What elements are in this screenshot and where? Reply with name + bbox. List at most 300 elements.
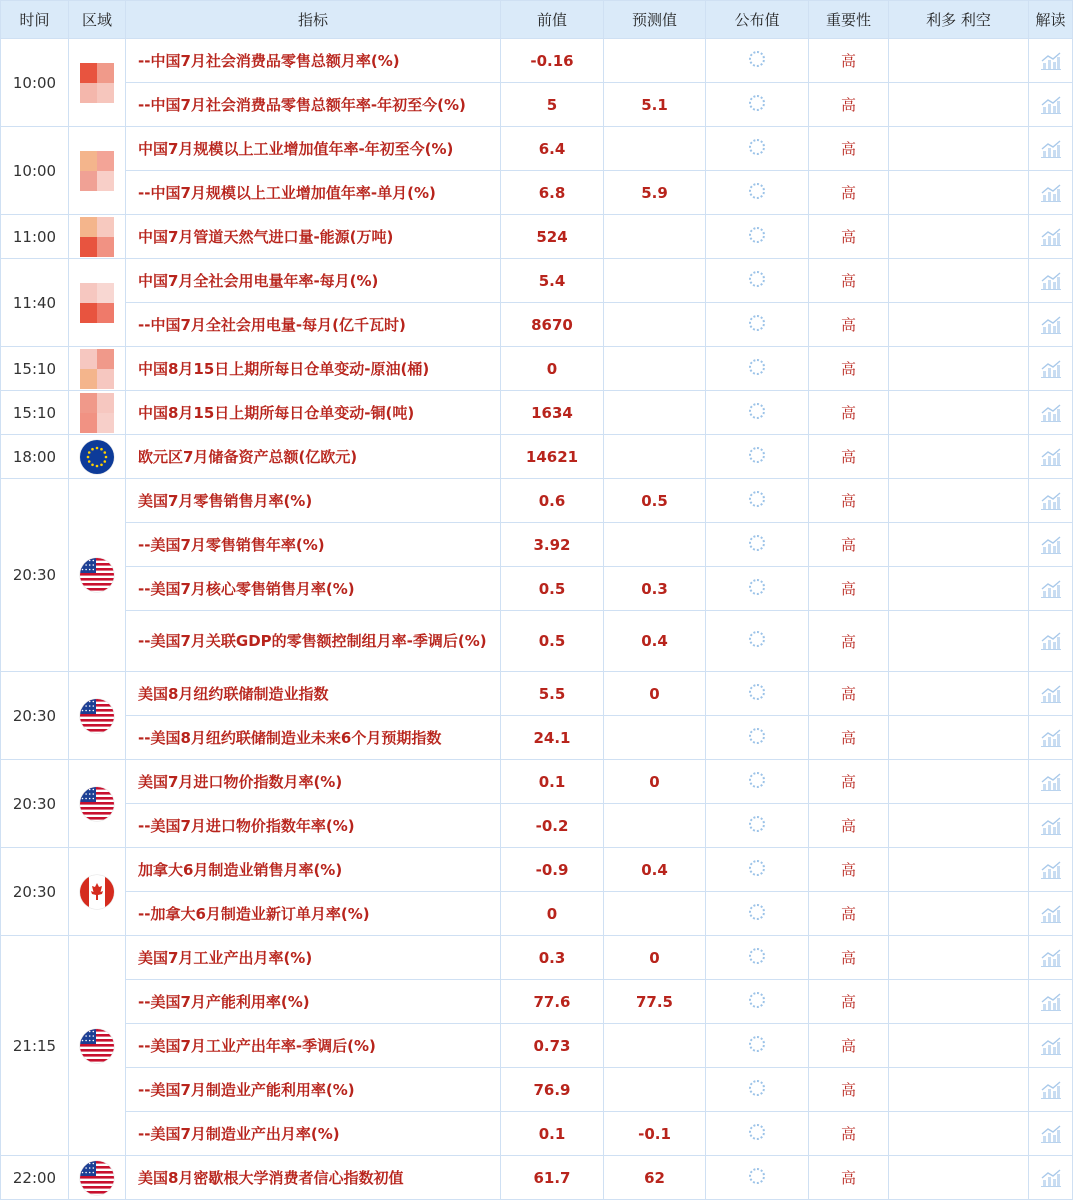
indicator-name[interactable]: --中国7月社会消费品零售总额月率(%) [126,39,501,83]
interpret-chart-icon[interactable] [1040,772,1062,792]
header-time: 时间 [1,1,69,39]
bullbear-cell [889,1068,1029,1112]
event-time: 20:30 [1,848,69,936]
table-row [1,83,1073,127]
table-row [1,716,1073,760]
actual-value-pending [706,936,809,980]
forecast-value [604,804,706,848]
indicator-name[interactable]: --中国7月规模以上工业增加值年率-单月(%) [126,171,501,215]
interpret-chart-icon[interactable] [1040,631,1062,651]
bullbear-cell [889,479,1029,523]
table-row [1,672,1073,716]
importance-level: 高 [809,303,889,347]
indicator-name[interactable]: --美国7月工业产出年率-季调后(%) [126,1024,501,1068]
indicator-name[interactable]: --中国7月全社会用电量-每月(亿千瓦时) [126,303,501,347]
forecast-value: 0 [604,672,706,716]
actual-value-pending [706,804,809,848]
actual-value-pending [706,347,809,391]
loading-spinner-icon [749,227,765,243]
forecast-value [604,391,706,435]
importance-level: 高 [809,1156,889,1200]
bullbear-cell [889,611,1029,672]
loading-spinner-icon [749,1036,765,1052]
importance-level: 高 [809,760,889,804]
actual-value-pending [706,848,809,892]
loading-spinner-icon [749,139,765,155]
previous-value: 1634 [501,391,604,435]
importance-level: 高 [809,347,889,391]
loading-spinner-icon [749,403,765,419]
forecast-value: 0.3 [604,567,706,611]
interpret-chart-icon[interactable] [1040,728,1062,748]
interpret-cell[interactable] [1029,848,1073,892]
indicator-name[interactable]: --美国7月关联GDP的零售额控制组月率-季调后(%) [126,611,501,672]
indicator-name[interactable]: --中国7月社会消费品零售总额年率-年初至今(%) [126,83,501,127]
indicator-name[interactable]: 中国7月规模以上工业增加值年率-年初至今(%) [126,127,501,171]
importance-level: 高 [809,848,889,892]
table-row [1,892,1073,936]
loading-spinner-icon [749,816,765,832]
previous-value: 0 [501,347,604,391]
forecast-value: 5.1 [604,83,706,127]
interpret-cell[interactable] [1029,347,1073,391]
bullbear-cell [889,523,1029,567]
event-time: 20:30 [1,760,69,848]
bullbear-cell [889,567,1029,611]
loading-spinner-icon [749,183,765,199]
us-flag-icon [80,558,114,592]
table-row [1,1156,1073,1200]
table-row [1,567,1073,611]
actual-value-pending [706,171,809,215]
bullbear-cell [889,716,1029,760]
forecast-value [604,259,706,303]
importance-level: 高 [809,672,889,716]
interpret-chart-icon[interactable] [1040,579,1062,599]
bullbear-cell [889,303,1029,347]
forecast-value [604,303,706,347]
event-time: 11:00 [1,215,69,259]
table-row [1,303,1073,347]
indicator-name[interactable]: --加拿大6月制造业新订单月率(%) [126,892,501,936]
table-row [1,848,1073,892]
loading-spinner-icon [749,271,765,287]
table-row [1,936,1073,980]
us-flag-icon [80,1161,114,1195]
indicator-name[interactable]: 加拿大6月制造业销售月率(%) [126,848,501,892]
previous-value: 5.5 [501,672,604,716]
importance-level: 高 [809,936,889,980]
forecast-value [604,716,706,760]
importance-level: 高 [809,804,889,848]
mosaic-red-icon [80,283,114,323]
forecast-value: 0.5 [604,479,706,523]
us-flag-icon [80,1029,114,1063]
region-flag [69,347,126,391]
forecast-value: 0.4 [604,848,706,892]
table-row [1,39,1073,83]
actual-value-pending [706,892,809,936]
interpret-chart-icon[interactable] [1040,51,1062,71]
loading-spinner-icon [749,1080,765,1096]
forecast-value: -0.1 [604,1112,706,1156]
previous-value: 61.7 [501,1156,604,1200]
interpret-chart-icon[interactable] [1040,359,1062,379]
previous-value: 0.5 [501,567,604,611]
loading-spinner-icon [749,1168,765,1184]
region-flag [69,1156,126,1200]
indicator-name[interactable]: 美国8月纽约联储制造业指数 [126,672,501,716]
loading-spinner-icon [749,491,765,507]
indicator-name[interactable]: 中国7月全社会用电量年率-每月(%) [126,259,501,303]
interpret-chart-icon[interactable] [1040,315,1062,335]
importance-level: 高 [809,127,889,171]
table-row [1,347,1073,391]
previous-value: 0 [501,892,604,936]
bullbear-cell [889,804,1029,848]
forecast-value [604,39,706,83]
bullbear-cell [889,171,1029,215]
indicator-name[interactable]: 中国8月15日上期所每日仓单变动-原油(桶) [126,347,501,391]
interpret-chart-icon[interactable] [1040,95,1062,115]
bullbear-cell [889,1156,1029,1200]
interpret-cell[interactable] [1029,39,1073,83]
interpret-cell[interactable] [1029,1156,1073,1200]
table-row [1,127,1073,171]
region-flag [69,936,126,1156]
importance-level: 高 [809,1112,889,1156]
table-row [1,523,1073,567]
header-indicator: 指标 [126,1,501,39]
bullbear-cell [889,848,1029,892]
importance-level: 高 [809,83,889,127]
forecast-value [604,892,706,936]
interpret-chart-icon[interactable] [1040,139,1062,159]
indicator-name[interactable]: 美国8月密歇根大学消费者信心指数初值 [126,1156,501,1200]
loading-spinner-icon [749,315,765,331]
interpret-cell[interactable] [1029,391,1073,435]
us-flag-icon [80,699,114,733]
region-flag [69,760,126,848]
header-actual: 公布值 [706,1,809,39]
interpret-cell[interactable] [1029,672,1073,716]
importance-level: 高 [809,435,889,479]
event-time: 18:00 [1,435,69,479]
table-row [1,980,1073,1024]
interpret-chart-icon[interactable] [1040,816,1062,836]
bullbear-cell [889,672,1029,716]
table-row [1,215,1073,259]
actual-value-pending [706,1068,809,1112]
importance-level: 高 [809,259,889,303]
loading-spinner-icon [749,535,765,551]
interpret-chart-icon[interactable] [1040,1036,1062,1056]
interpret-cell[interactable] [1029,760,1073,804]
forecast-value: 5.9 [604,171,706,215]
bullbear-cell [889,259,1029,303]
importance-level: 高 [809,980,889,1024]
bullbear-cell [889,215,1029,259]
previous-value: 77.6 [501,980,604,1024]
forecast-value [604,435,706,479]
mosaic-red-icon [80,151,114,191]
importance-level: 高 [809,479,889,523]
table-row [1,611,1073,672]
bullbear-cell [889,892,1029,936]
table-row [1,479,1073,523]
previous-value: 5.4 [501,259,604,303]
actual-value-pending [706,760,809,804]
interpret-cell[interactable] [1029,804,1073,848]
interpret-cell[interactable] [1029,523,1073,567]
loading-spinner-icon [749,95,765,111]
indicator-name[interactable]: --美国8月纽约联储制造业未来6个月预期指数 [126,716,501,760]
forecast-value [604,215,706,259]
forecast-value: 77.5 [604,980,706,1024]
interpret-cell[interactable] [1029,127,1073,171]
loading-spinner-icon [749,359,765,375]
importance-level: 高 [809,611,889,672]
event-time: 20:30 [1,479,69,672]
region-flag [69,672,126,760]
interpret-chart-icon[interactable] [1040,403,1062,423]
interpret-cell[interactable] [1029,936,1073,980]
table-header-row [1,1,1073,39]
event-time: 10:00 [1,127,69,215]
previous-value: 0.5 [501,611,604,672]
loading-spinner-icon [749,51,765,67]
previous-value: 0.1 [501,1112,604,1156]
interpret-chart-icon[interactable] [1040,183,1062,203]
importance-level: 高 [809,39,889,83]
event-time: 20:30 [1,672,69,760]
interpret-chart-icon[interactable] [1040,948,1062,968]
forecast-value [604,1068,706,1112]
forecast-value: 0 [604,760,706,804]
region-flag [69,39,126,127]
eu-flag-icon [80,440,114,474]
interpret-chart-icon[interactable] [1040,447,1062,467]
previous-value: -0.2 [501,804,604,848]
table-row [1,1068,1073,1112]
importance-level: 高 [809,523,889,567]
region-flag [69,479,126,672]
interpret-cell[interactable] [1029,611,1073,672]
interpret-cell[interactable] [1029,83,1073,127]
indicator-name[interactable]: --美国7月产能利用率(%) [126,980,501,1024]
table-row [1,1112,1073,1156]
event-time: 15:10 [1,347,69,391]
interpret-cell[interactable] [1029,567,1073,611]
interpret-cell[interactable] [1029,171,1073,215]
indicator-name[interactable]: 美国7月工业产出月率(%) [126,936,501,980]
previous-value: 8670 [501,303,604,347]
mosaic-red-icon [80,217,114,257]
loading-spinner-icon [749,992,765,1008]
bullbear-cell [889,1024,1029,1068]
us-flag-icon [80,787,114,821]
indicator-name[interactable]: --美国7月进口物价指数年率(%) [126,804,501,848]
interpret-chart-icon[interactable] [1040,1080,1062,1100]
actual-value-pending [706,435,809,479]
event-time: 22:00 [1,1156,69,1200]
interpret-cell[interactable] [1029,980,1073,1024]
region-flag [69,391,126,435]
actual-value-pending [706,523,809,567]
previous-value: 3.92 [501,523,604,567]
bullbear-cell [889,127,1029,171]
indicator-name[interactable]: --美国7月制造业产出月率(%) [126,1112,501,1156]
actual-value-pending [706,215,809,259]
header-forecast: 预测值 [604,1,706,39]
bullbear-cell [889,980,1029,1024]
previous-value: 24.1 [501,716,604,760]
actual-value-pending [706,672,809,716]
interpret-cell[interactable] [1029,259,1073,303]
bullbear-cell [889,347,1029,391]
actual-value-pending [706,1024,809,1068]
header-previous: 前值 [501,1,604,39]
loading-spinner-icon [749,447,765,463]
interpret-chart-icon[interactable] [1040,992,1062,1012]
indicator-name[interactable]: 美国7月进口物价指数月率(%) [126,760,501,804]
table-row [1,259,1073,303]
region-flag [69,127,126,215]
mosaic-red-icon [80,349,114,389]
loading-spinner-icon [749,1124,765,1140]
bullbear-cell [889,760,1029,804]
interpret-chart-icon[interactable] [1040,227,1062,247]
interpret-chart-icon[interactable] [1040,860,1062,880]
forecast-value [604,1024,706,1068]
previous-value: 6.8 [501,171,604,215]
forecast-value: 0.4 [604,611,706,672]
interpret-cell[interactable] [1029,479,1073,523]
importance-level: 高 [809,391,889,435]
loading-spinner-icon [749,948,765,964]
importance-level: 高 [809,215,889,259]
interpret-cell[interactable] [1029,892,1073,936]
interpret-chart-icon[interactable] [1040,535,1062,555]
previous-value: 0.73 [501,1024,604,1068]
actual-value-pending [706,1156,809,1200]
event-time: 15:10 [1,391,69,435]
header-importance: 重要性 [809,1,889,39]
previous-value: 6.4 [501,127,604,171]
table-row [1,760,1073,804]
bullbear-cell [889,1112,1029,1156]
indicator-name[interactable]: --美国7月制造业产能利用率(%) [126,1068,501,1112]
previous-value: -0.16 [501,39,604,83]
actual-value-pending [706,259,809,303]
previous-value: 0.6 [501,479,604,523]
actual-value-pending [706,127,809,171]
indicator-name[interactable]: 中国8月15日上期所每日仓单变动-铜(吨) [126,391,501,435]
actual-value-pending [706,980,809,1024]
previous-value: -0.9 [501,848,604,892]
previous-value: 524 [501,215,604,259]
importance-level: 高 [809,567,889,611]
header-region: 区域 [69,1,126,39]
interpret-chart-icon[interactable] [1040,1124,1062,1144]
previous-value: 5 [501,83,604,127]
indicator-name[interactable]: 美国7月零售销售月率(%) [126,479,501,523]
indicator-name[interactable]: 中国7月管道天然气进口量-能源(万吨) [126,215,501,259]
previous-value: 0.3 [501,936,604,980]
actual-value-pending [706,1112,809,1156]
previous-value: 14621 [501,435,604,479]
indicator-name[interactable]: --美国7月零售销售年率(%) [126,523,501,567]
region-flag [69,259,126,347]
previous-value: 0.1 [501,760,604,804]
header-bullbear: 利多 利空 [889,1,1029,39]
mosaic-red-icon [80,63,114,103]
actual-value-pending [706,567,809,611]
table-row [1,804,1073,848]
table-row [1,391,1073,435]
mosaic-red-icon [80,393,114,433]
interpret-cell[interactable] [1029,1024,1073,1068]
loading-spinner-icon [749,579,765,595]
forecast-value: 62 [604,1156,706,1200]
region-flag [69,848,126,936]
loading-spinner-icon [749,860,765,876]
interpret-chart-icon[interactable] [1040,684,1062,704]
table-row [1,435,1073,479]
indicator-name[interactable]: 欧元区7月储备资产总额(亿欧元) [126,435,501,479]
actual-value-pending [706,303,809,347]
forecast-value: 0 [604,936,706,980]
loading-spinner-icon [749,631,765,647]
interpret-cell[interactable] [1029,716,1073,760]
bullbear-cell [889,435,1029,479]
actual-value-pending [706,39,809,83]
loading-spinner-icon [749,728,765,744]
actual-value-pending [706,716,809,760]
indicator-name[interactable]: --美国7月核心零售销售月率(%) [126,567,501,611]
interpret-chart-icon[interactable] [1040,904,1062,924]
bullbear-cell [889,391,1029,435]
bullbear-cell [889,83,1029,127]
importance-level: 高 [809,1024,889,1068]
bullbear-cell [889,936,1029,980]
forecast-value [604,127,706,171]
header-interpret: 解读 [1029,1,1073,39]
table-body [1,39,1073,1200]
interpret-chart-icon[interactable] [1040,271,1062,291]
importance-level: 高 [809,171,889,215]
actual-value-pending [706,611,809,672]
importance-level: 高 [809,1068,889,1112]
event-time: 21:15 [1,936,69,1156]
event-time: 11:40 [1,259,69,347]
interpret-cell[interactable] [1029,215,1073,259]
actual-value-pending [706,479,809,523]
interpret-cell[interactable] [1029,1112,1073,1156]
forecast-value [604,523,706,567]
forecast-value [604,347,706,391]
interpret-cell[interactable] [1029,1068,1073,1112]
region-flag [69,215,126,259]
actual-value-pending [706,391,809,435]
interpret-chart-icon[interactable] [1040,1168,1062,1188]
interpret-cell[interactable] [1029,435,1073,479]
region-flag [69,435,126,479]
interpret-chart-icon[interactable] [1040,491,1062,511]
table-row [1,171,1073,215]
actual-value-pending [706,83,809,127]
interpret-cell[interactable] [1029,303,1073,347]
